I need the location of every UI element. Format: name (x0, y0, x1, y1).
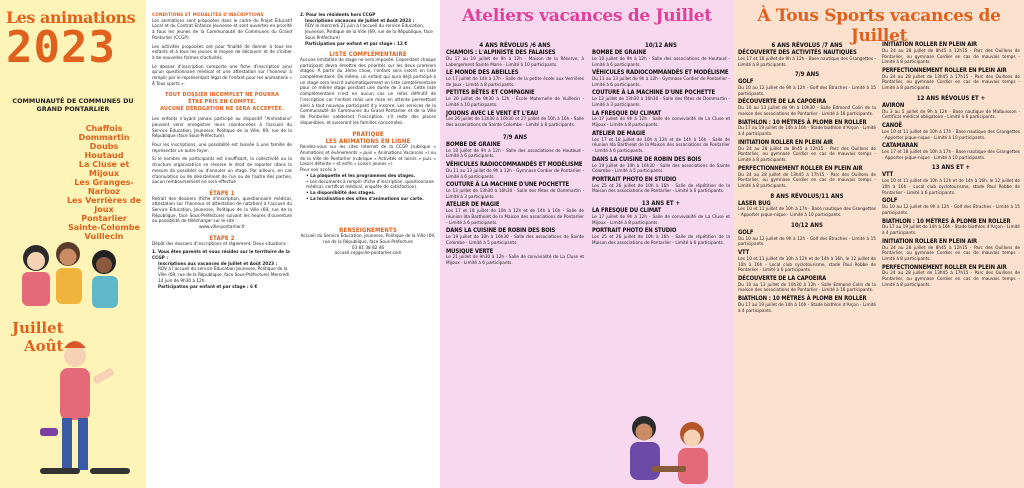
conditions-column (152, 13, 292, 290)
cover-title: Les animations (6, 8, 136, 27)
workshop-list (592, 208, 730, 246)
activity-item (446, 162, 584, 180)
activity-details: Du 3 au 5 juillet de 9h à 12h - Base nautique de Malbuisson - Certificat médical obligatoire - Limité à 6 participants. (882, 109, 1020, 121)
kids-illustration (592, 404, 732, 488)
website-link[interactable]: www.ville-pontarlier.fr (198, 225, 246, 231)
activity-item (592, 90, 730, 108)
age-group: 13 ANS ET + (931, 164, 971, 172)
activity-item (882, 123, 1020, 141)
activity-details: Les 17 et 18 juillet de 10h à 17h - Base nautique des Grangettes - Apporter pique-nique - Limité à 10 participants. (882, 150, 1020, 161)
town: Les Granges-Narboz (74, 177, 134, 196)
activity-item (882, 219, 1020, 237)
activity-item (446, 228, 584, 246)
sports-column-2 (882, 42, 1020, 291)
activity-item (882, 265, 1020, 289)
info-email[interactable]: accueil.cej@ville-pontarlier.com (334, 251, 402, 257)
activity-details: Les 17 et 18 juillet de 10h à 12h et de 14h à 16h - Salle de réunion Ida Barthelet de la Maison des associations de Pontarlier - Limité à 6 participants. (446, 209, 584, 226)
activity-details: Le 13 juillet de 13h30 à 16h30 - Salle des fêtes de Dommartin - Limité à 3 participants. (446, 189, 584, 200)
sports-title: À Tous Sports vacances de Juillet (757, 6, 1001, 46)
activity-title: ATELIER DE MAGIE (592, 130, 646, 137)
activity-item (738, 140, 876, 164)
activity-details: Du 11 au 13 juillet de 9h à 12h - Gymnase Cordier de Pontarlier - Limité à 6 participants. (592, 77, 730, 88)
conditions-heading: CONDITIONS ET MODALITÉS D'INSCRIPTIONS (152, 13, 264, 18)
activity-title: COUTURE À LA MACHINE D'UNE POCHETTE (592, 90, 716, 97)
activity-item (882, 68, 1020, 92)
activity-item (738, 166, 876, 190)
situation-1-registration: Inscriptions aux vacances de Juillet et Août 2023 : (158, 261, 278, 267)
town: La Cluse et Mijoux (78, 159, 130, 178)
activity-title: VTT (882, 172, 894, 179)
activity-title: INITIATION ROLLER EN PLEIN AIR (882, 238, 978, 245)
age-group: 13 ANS ET + (641, 200, 681, 208)
activity-item (446, 50, 584, 68)
activity-title: INITIATION ROLLER EN PLEIN AIR (738, 139, 834, 146)
activity-details: Du 24 au 28 juillet de 13h45 à 17h15 - Parc des Ouillons de Pontarlier, ou gymnase Cordier en cas de mauvais temps - Limité à 8 participants. (882, 271, 1020, 288)
situation-1-price: Participation par enfant et par stage : 6 € (158, 284, 258, 290)
activity-item (738, 50, 876, 68)
activity-details: Du 11 au 13 juillet de 9h à 12h - Gymnase Cordier de Pontarlier - Limité à 6 participants. (446, 168, 584, 180)
sports-panel (734, 0, 1024, 488)
age-group: 4 ANS RÉVOLUS /6 ANS (479, 42, 551, 49)
activity-item (592, 228, 730, 246)
activity-details: Du 17 au 19 juillet de 9h à 12h - Maison de la Réserve, à Labergement Sainte Marie - Limité à 10 participants. (446, 56, 584, 68)
practical-column (300, 13, 436, 257)
age-group: 7/9 ANS (794, 71, 820, 79)
activity-item (738, 79, 876, 97)
activity-title: LA FRESQUE DU CLIMAT (592, 110, 662, 117)
month-july: Juillet (12, 319, 64, 337)
conditions-panel (146, 0, 296, 488)
activity-details: Le 17 juillet de 9h à 12h - Salle de convivialité de La Cluse et Mijoux - Limité à 8 participants. (592, 117, 730, 129)
conditions-paragraph: Pour les inscriptions, une possibilité est laissée à une famille de représenter un autre foyer. (152, 143, 292, 154)
age-group: 10/12 ANS (645, 42, 677, 49)
activity-details: Les 17 et 18 juillet de 10h à 12h et de 14h à 16h - Salle de réunion Ida Barthelet de la Maison des associations de Pontarlier - Limité à 6 participants. (592, 137, 730, 155)
activity-details: Les 25 et 26 juillet de 10h à 16h - Salle de répétition de la Maison des associations de Pontarlier - Limité à 6 participants. (592, 235, 730, 246)
sports-column-1 (738, 42, 876, 316)
step-1-heading: ÉTAPE 1 (209, 189, 235, 197)
activity-title: VTT (738, 250, 750, 257)
step-1-text: Retrait des dossiers (fiche d'inscription, questionnaire médical, attestation sur l'honneur et attestation de natation) à l'accueil du Service Éducation, Jeunesse, Politique de la Ville (69, rue de la République, face Sous-Préfecture) suivant les heures d'ouverture ou possibilité de télécharger sur le site : (152, 196, 292, 225)
activity-details: Le 10 juillet de 9h à 12h - Salle des associations de Houtaud - Limité à 6 participants. (592, 56, 730, 68)
activity-details: Du 10 au 12 juillet de 9h à 12h - Golf des Étraches - Limité à 15 participants. (738, 236, 876, 248)
community-line-2: GRAND PONTARLIER (36, 104, 110, 113)
activity-details: Du 17 au 19 juillet de 14h à 16h - Stade biathlon d'Arçon - Limité à 4 participants. (882, 225, 1020, 237)
online-bullet: • La localisation des sites d'animations sur carte. (306, 196, 424, 202)
activity-title: PORTRAIT PHOTO EN STUDIO (592, 176, 677, 183)
activity-item (882, 198, 1020, 216)
activity-title: GOLF (738, 229, 754, 236)
activity-details: Le 19 juillet de 10h à 16h30 - Salle des associations de Sainte Colombe - Limité à 5 participants. (446, 235, 584, 246)
online-bullet-text: La localisation des sites d'animations sur carte. (310, 196, 424, 202)
activity-title: MUSIQUE VERTE (446, 248, 494, 255)
activity-item (446, 202, 584, 226)
situation-2: 2. Pour les résidents hors CCGP (300, 13, 376, 18)
towns-list (64, 124, 144, 241)
activity-item (738, 120, 876, 138)
activity-title: LA FRESQUE DU CLIMAT (592, 208, 662, 215)
age-group: 12 ANS RÉVOLUS ET + (916, 94, 986, 102)
practical-panel (296, 0, 440, 488)
activity-details: Du 24 au 28 juillet de 8h45 à 12h15 - Parc des Ouillons de Pontarlier, ou gymnase Cordier en cas de mauvais temps - Limité à 8 participants. (882, 245, 1020, 262)
town: Dommartin (78, 132, 130, 142)
activity-title: VÉHICULES RADIOCOMMANDÉS ET MODÉLISME (446, 162, 583, 169)
activity-title: BIATHLON : 10 MÈTRES À PLOMB EN ROLLER (738, 296, 867, 303)
activity-details: Le 17 juillet de 9h à 12h - Salle de convivialité de La Cluse et Mijoux - Limité à 8 participants. (592, 214, 730, 226)
children-illustration (0, 228, 146, 488)
activity-details: Les 26 juillet de 13h30 à 16h30 et 27 juillet de 10h à 16h - Salle des associations de Sainte Colombe - Limité à 8 participants. (446, 117, 584, 129)
activity-details: Les 10 et 11 juillet de 10h à 17h - Base nautique des Grangettes - Apporter pique-nique - Limité à 10 participants. (738, 207, 876, 219)
online-heading-line: LES ANIMATIONS EN LIGNE (325, 138, 411, 146)
online-bullet: • La disponibilité des stages. (306, 190, 376, 196)
situation-2-registration: Inscriptions vacances de Juillet et Août 2023 : (305, 18, 415, 24)
workshop-list (446, 142, 584, 267)
age-group: 10/12 ANS (791, 221, 823, 229)
step-2-heading: ÉTAPE 2 (209, 234, 235, 242)
activity-title: PETITES BÊTES ET COMPAGNIE (446, 90, 535, 97)
community-name (4, 98, 142, 113)
age-group: 8 ANS RÉVOLUS/11 ANS (770, 192, 844, 200)
month-august: Août (24, 337, 64, 355)
activity-title: BOMBE DE GRAINE (446, 141, 501, 148)
situation-2-price: Participation par enfant et par stage : 12 € (305, 41, 408, 47)
activity-details: Les 10 et 11 juillet de 10h à 17h - Base nautique des Grangettes - Apporter pique-nique - Limité à 10 participants. (882, 129, 1020, 141)
activity-details: Les 10 et 11 juillet de 10h à 12h et de 14h à 16h, le 12 juillet de 10h à 16h - Local club cyclotourisme, stade Paul Robbe de Pontarlier - Limité à 6 participants. (738, 256, 876, 274)
activity-details: Le 19 juillet de 10h à 16h30 - Salle des associations de Sainte Colombe - Limité à 5 participants. (592, 163, 730, 175)
activity-title: GOLF (882, 198, 898, 205)
activity-item (592, 50, 730, 68)
activity-item (592, 177, 730, 195)
activity-details: Du 24 au 28 juillet de 13h45 à 17h15 - Parc des Ouillons de Pontarlier, ou gymnase Cordier en cas de mauvais temps - Limité à 8 participants. (738, 172, 876, 189)
activity-details: Du 10 au 12 juillet de 9h à 12h - Golf des Étraches - Limité à 15 participants. (738, 86, 876, 97)
workshops-panel (440, 0, 734, 488)
activity-title: AVIRON (882, 102, 905, 109)
activity-title: CHAMOIS : L'ALPINISTE DES FALAISES (446, 50, 556, 56)
age-group: 6 ANS RÉVOLUS /7 ANS (771, 42, 843, 49)
online-bullet-text: La disponibilité des stages. (310, 190, 376, 196)
activity-title: DÉCOUVERTE DE LA CAPOEIRA (738, 275, 827, 282)
warning-line: ÊTRE PRIS EN COMPTE. (188, 99, 256, 106)
info-heading: RENSEIGNEMENTS (339, 227, 397, 235)
activity-item (738, 250, 876, 274)
activity-item (738, 296, 876, 314)
activity-item (446, 182, 584, 200)
town: Les Verrières de Joux (66, 195, 142, 214)
info-phone[interactable]: 03 81 38 82 46 (351, 245, 385, 251)
activity-details: Du 24 au 28 juillet de 8h45 à 12h15 - Parc des Ouillons de Pontarlier, ou gymnase Cordier en cas de mauvais temps - Limité à 8 participants. (882, 48, 1020, 66)
activity-title: CATAMARAN (882, 143, 918, 150)
step-2-text: Dépôt des dossiers d'inscriptions et règlement. Deux situations : (152, 241, 289, 247)
activity-item (738, 276, 876, 294)
activity-item (738, 230, 876, 248)
activity-title: PERFECTIONNEMENT ROLLER EN PLEIN AIR (882, 67, 1007, 74)
workshops-title: Ateliers vacances de Juillet (462, 6, 712, 26)
activity-details: Du 10 au 12 juillet de 9h à 12h - Golf des Étraches - Limité à 15 participants. (882, 205, 1020, 216)
activity-item (882, 172, 1020, 196)
activity-title: JOUONS AVEC LE VENT ET L'EAU (446, 110, 539, 117)
online-text: Rendez-vous sur les sites Internet de la CCGP (rubrique « Animations et évènements » puis « Animations Vacances ») ou de la Ville de Pontarlier (rubrique « Activités et loisirs » puis « Loisirs détente » et enfin « Loisirs jeunes »). (300, 145, 436, 168)
activity-details: Le 13 juillet de 13h30 à 16h30 - Salle des fêtes de Dommartin - Limité à 3 participants. (592, 97, 730, 108)
activity-details: Les 25 et 26 juillet de 10h à 16h - Salle de répétition de la Maison des associations de Pontarlier - Limité à 6 participants. (592, 183, 730, 195)
activity-title: PERFECTIONNEMENT ROLLER EN PLEIN AIR (738, 165, 863, 172)
conditions-paragraph: Si le nombre de participants est insuffisant, la collectivité ou la structure organisatrice se réserve le droit de reporter (dans la mesure du possible) ou d'annuler un stage. Par ailleurs, en cas d'annulation ou de désistement de l'un ou de l'autre des parties, aucun remboursement ne sera effectué. (152, 157, 292, 186)
conditions-paragraph: Les animations sont proposées dans le cadre du Projet Éducatif Local et du Contrat Enfance Jeunesse et sont ouvertes en priorité à tous les jeunes de la Communauté de Communes du Grand Pontarlier (CCGP). (152, 18, 292, 41)
activity-item (882, 42, 1020, 66)
activity-item (882, 103, 1020, 121)
workshop-list (446, 50, 584, 129)
waitlist-heading: LISTE COMPLÉMENTAIRE (329, 51, 407, 59)
community-line-1: COMMUNAUTÉ DE COMMUNES DU (12, 97, 134, 105)
activity-details: Du 17 au 19 juillet de 14h à 16h - Stade biathlon d'Arçon - Limité à 4 participants. (738, 126, 876, 138)
cover-year: 2023 (6, 22, 116, 73)
activity-title: INITIATION ROLLER EN PLEIN AIR (882, 42, 978, 48)
activity-item (592, 157, 730, 175)
workshops-column-2 (592, 42, 730, 249)
town: Vuillecin (84, 231, 124, 241)
conditions-paragraph: Le dossier d'inscription comporte une fiche d'inscription ainsi qu'un questionnaire médical et une attestation sur l'honneur à remplir par le représentant légal de l'enfant pour les animations « À Tous sports ». (152, 64, 292, 87)
online-bullet-text: La plaquette et les programmes des stages. (310, 173, 416, 179)
activity-title: PORTRAIT PHOTO EN STUDIO (592, 228, 677, 235)
age-group: 7/9 ANS (502, 133, 528, 141)
activity-title: ATELIER DE MAGIE (446, 202, 500, 209)
activity-details: Le 21 juillet de 9h30 à 12h - Salle de convivialité de La Cluse et Mijoux - Limité à 6 participants. (446, 255, 584, 267)
activity-item (446, 90, 584, 108)
waitlist-text: Aucune limitation de stage ne sera imposée. Cependant chaque participant devra émettre des priorités sur les deux premiers stages. À partir du 3ème choix, l'enfant sera inscrit en liste complémentaire. De même, un enfant qui aura déjà participé à un stage sera inscrit automatiquement en liste complémentaire pour ce même stage pendant une durée de 3 ans. Cette liste complémentaire n'est en aucun cas un refus définitif de l'inscription car l'enfant mais une mise en attente permettant ainsi à tout nouveau participant d'y inscrire. Les services de la Communauté de Communes du Grand Pontarlier et de la Ville de Pontarlier valideront l'inscription, s'il reste des places disponibles, et aviseront les familles concernées. (300, 57, 436, 126)
activity-title: DANS LA CUISINE DE ROBIN DES BOIS (592, 156, 702, 163)
workshops-column-1 (446, 42, 584, 269)
activity-title: DÉCOUVERTE DE LA CAPOEIRA (738, 99, 827, 106)
activity-item (882, 143, 1020, 161)
warning-line: AUCUNE DÉROGATION NE SERA ACCEPTÉE. (160, 105, 284, 112)
warning-text (152, 92, 292, 112)
situation-1: 1. Vous êtes parents et vous résidez sur le territoire de la CCGP : (152, 250, 290, 261)
activity-item (592, 208, 730, 226)
activity-details: Du 24 au 28 juillet de 13h45 à 17h15 - Parc des Ouillons de Pontarlier, ou gymnase Cordier en cas de mauvais temps - Limité à 8 participants. (882, 74, 1020, 92)
activity-item (446, 249, 584, 267)
online-access: Pour voir accès à : (300, 168, 339, 174)
activity-details: Le 20 juillet de 9h30 à 12h - École Maternelle de Vuillecin - Limité à 10 participants. (446, 97, 584, 108)
activity-details: Le 10 juillet de 9h à 12h - Salle des associations de Houtaud - Limité à 6 participants. (446, 148, 584, 160)
conditions-paragraph: Les enfants n'ayant jamais participé au dispositif "Animations" peuvent venir enregistrer leurs coordonnées à l'accueil du Service Éducation, Jeunesse, Politique de la Ville, 69, rue de la République (face Sous-Préfecture). (152, 117, 292, 140)
activity-item (882, 239, 1020, 263)
activity-title: GOLF (738, 79, 754, 86)
workshop-list (592, 50, 730, 195)
activity-title: DÉCOUVERTE DES ACTIVITÉS NAUTIQUES (738, 50, 857, 56)
town: Houtaud (84, 150, 124, 160)
activity-details: Du 10 au 13 juillet de 9h à 10h30 - Salle Edmond Colin de la maison des associations de Pontarlier - Limité à 16 participants. (738, 106, 876, 117)
activity-title: COUTURE À LA MACHINE D'UNE POCHETTE (446, 182, 570, 189)
online-heading-line: PRATIQUE (352, 131, 384, 139)
conditions-paragraph: Les activités proposées ont pour finalité de donner à tous les enfants et à tous les jeunes le moyen de découvrir et de s'initier à de nouvelles formes d'activités. (152, 44, 292, 61)
warning-line: TOUT DOSSIER INCOMPLET NE POURRA (165, 92, 279, 99)
situation-2-rdv: RDV le mercredi 21 juin à l'accueil du service Éducation, Jeunesse, Politique de la Ville (69, rue de la République, face Sous-Préfecture) (305, 24, 433, 41)
activity-title: LE MONDE DES ABEILLES (446, 70, 519, 77)
town: Pontarlier (81, 213, 127, 223)
info-address: Accueil du Service Éducation, Jeunesse, Politique de la Ville (69, rue de la République, face Sous-Préfecture (300, 234, 436, 245)
activity-title: LASER BUG (738, 200, 771, 207)
activity-item (592, 70, 730, 88)
activity-item (738, 201, 876, 219)
activity-item (446, 142, 584, 160)
online-heading (300, 131, 436, 145)
activity-details: Le 17 juillet de 14h à 17h - Salle de la petite école aux Verrières de Joux - Limité à 8 participants. (446, 77, 584, 88)
situation-1-rdv: RDV à l'accueil du service Éducation Jeunesse, Politique de la Ville (69, rue de la République, face Sous-Préfecture) Mercredi 14 juin de 9h30 à 12h. (158, 267, 290, 284)
activity-details: Les 17 et 18 juillet de 9h à 12h - Base nautique des Grangettes - Limité à 8 participants. (738, 56, 876, 68)
cover-panel (0, 0, 146, 488)
activity-item (446, 70, 584, 88)
activity-details: Du 24 au 28 juillet de 8h45 à 12h15 - Parc des Ouillons de Pontarlier, ou gymnase Cordier en cas de mauvais temps - Limité à 8 participants. (738, 146, 876, 164)
online-bullet: • La plaquette et les programmes des stages. (306, 173, 416, 179)
town: Doubs (89, 141, 119, 151)
activity-details: Du 10 au 13 juillet de 10h30 à 12h - Salle Edmond Colin de la maison des associations de Pontarlier - Limité à 16 participants. (738, 282, 876, 294)
activity-item (738, 99, 876, 117)
online-bullet-text: Les documents à remplir (fiche d'inscription, questionnaire médical, certificat médical, enquête de satisfaction). (306, 179, 435, 191)
activity-item (592, 131, 730, 155)
activity-item (446, 111, 584, 129)
activity-details: Du 17 au 19 juillet de 14h à 16h - Stade biathlon d'Arçon - Limité à 4 participants. (738, 302, 876, 314)
town: Sainte-Colombe (67, 222, 141, 232)
activity-title: PERFECTIONNEMENT ROLLER EN PLEIN AIR (882, 264, 1007, 271)
activity-title: BIATHLON : 10 MÈTRES À PLOMB EN ROLLER (882, 218, 1011, 225)
activity-title: BOMBE DE GRAINE (592, 50, 647, 56)
activity-details: Les 10 et 11 juillet de 10h à 12h et de 14h à 16h, le 12 juillet de 10h à 16h - Local club cyclotourisme, stade Paul Robbe de Pontarlier - Limité à 6 participants. (882, 179, 1020, 196)
activity-title: BIATHLON : 10 MÈTRES À PLOMB EN ROLLER (738, 119, 867, 126)
activity-item (592, 111, 730, 129)
online-bullet: • Les documents à remplir (fiche d'inscription, questionnaire médical, certificat médical, enquête de satisfaction). (306, 179, 435, 191)
activity-title: DANS LA CUISINE DE ROBIN DES BOIS (446, 228, 556, 235)
activity-title: VÉHICULES RADIOCOMMANDÉS ET MODÉLISME (592, 70, 729, 77)
activity-title: CANOË (882, 123, 903, 130)
town: Chaffois (85, 123, 123, 133)
